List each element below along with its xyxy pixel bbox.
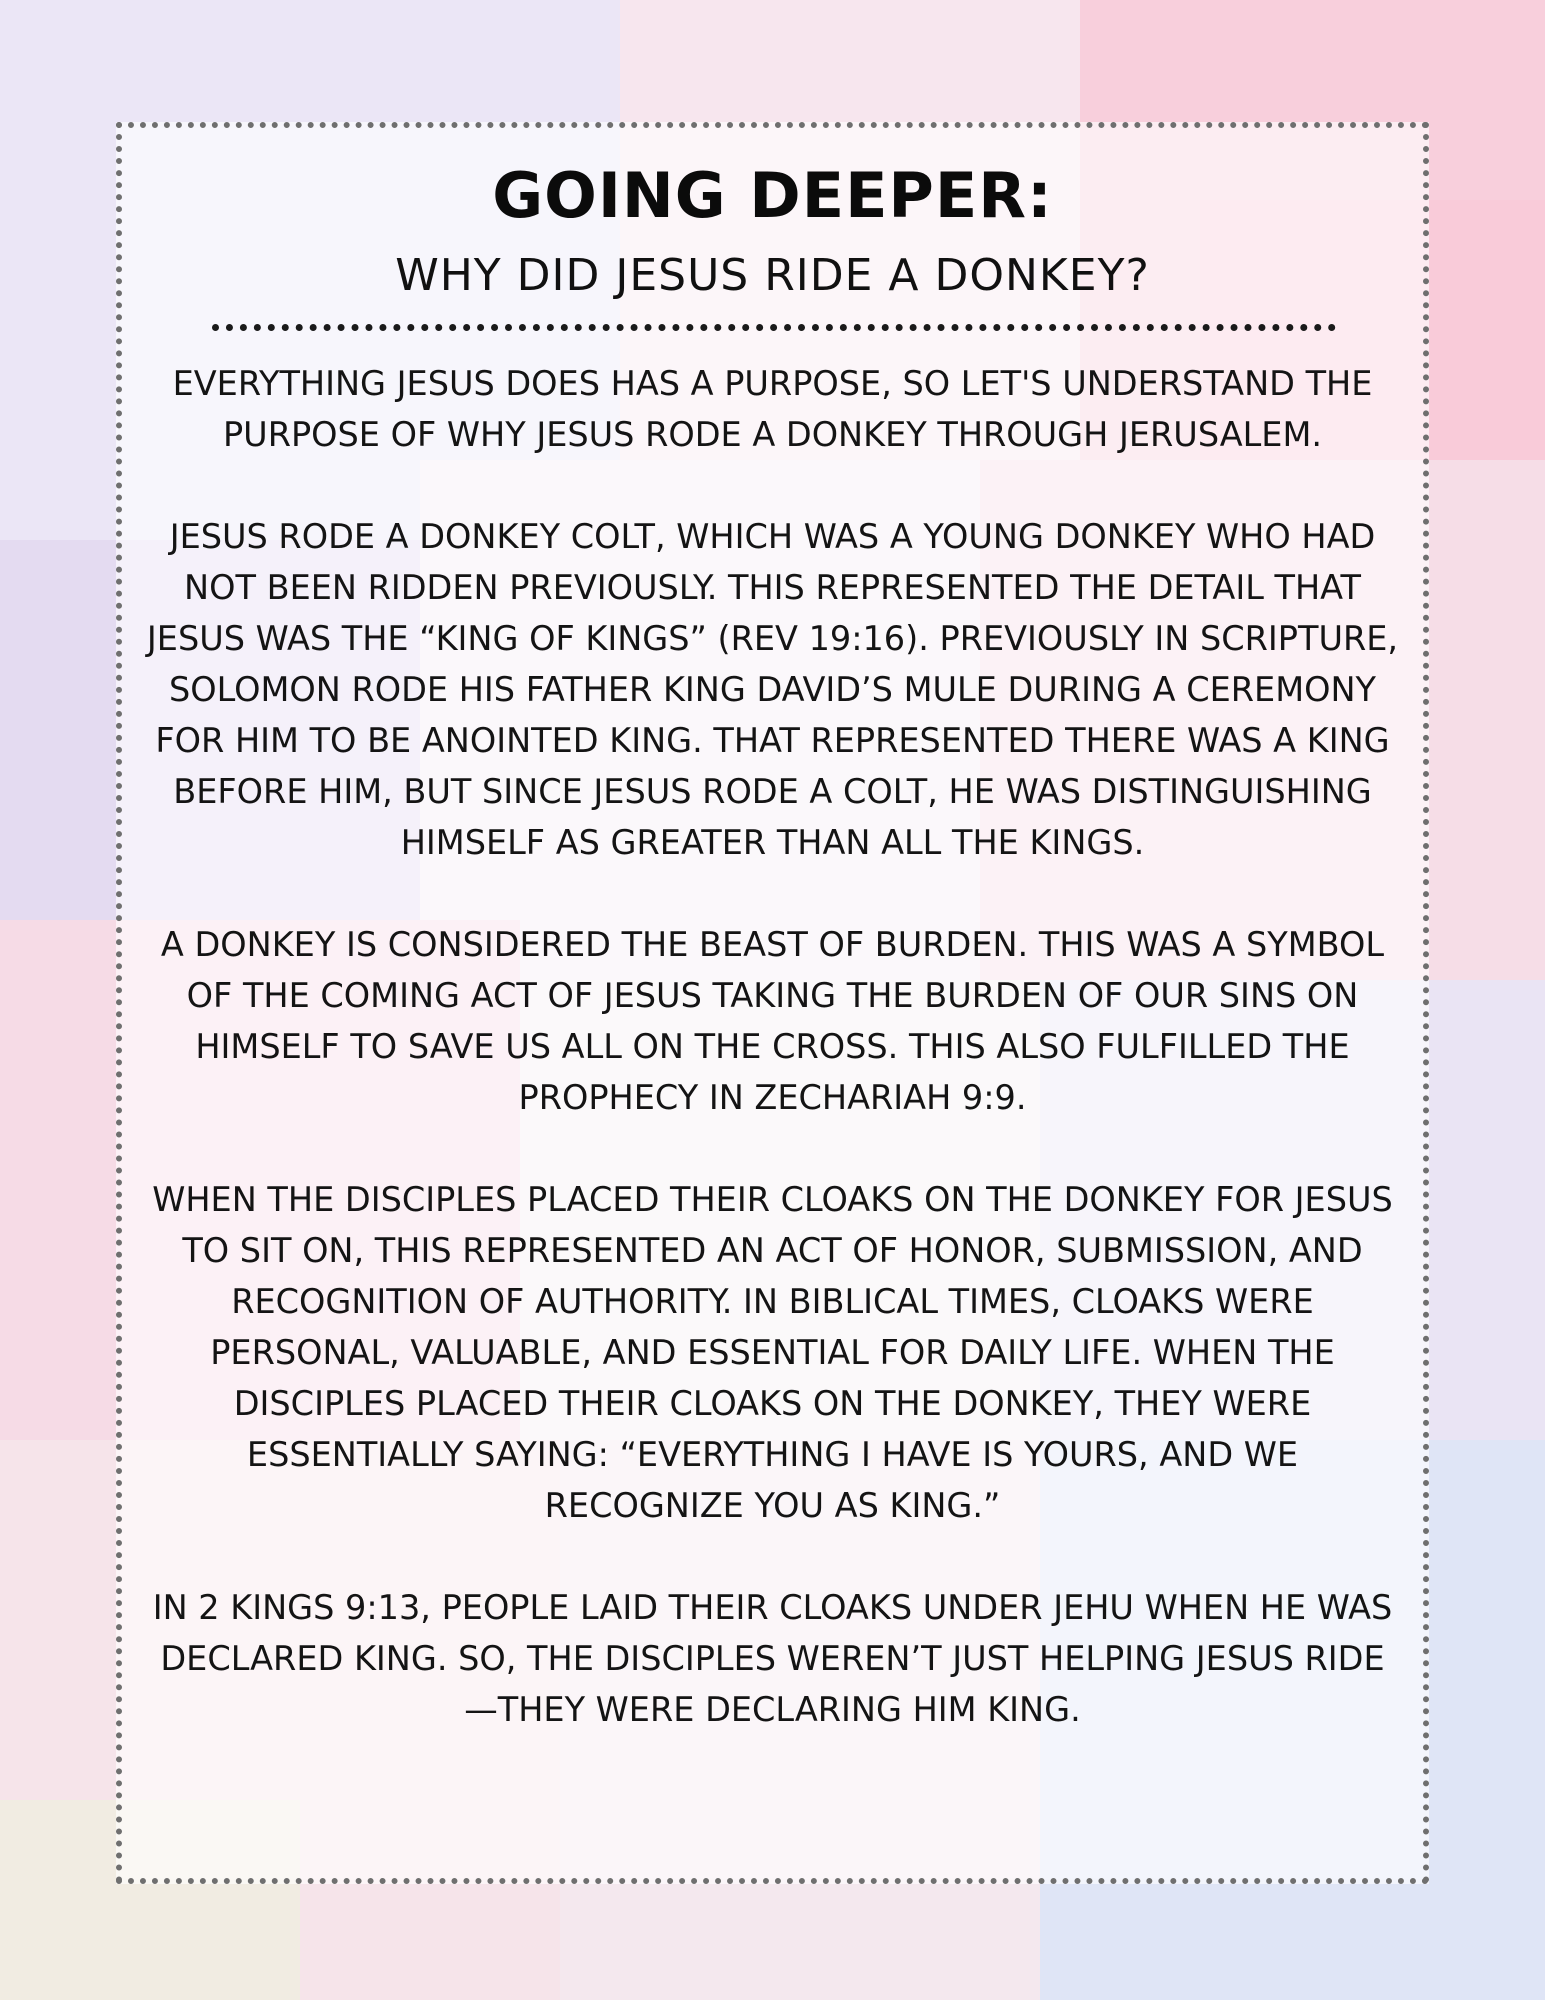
content-card — [116, 122, 1429, 1884]
paragraph-intro: EVERYTHING JESUS DOES HAS A PURPOSE, SO LET'S UNDERSTAND THE PURPOSE OF WHY JESUS RODE A DONKEY THROUGH JERUSALEM. — [172, 364, 1373, 454]
dotted-divider — [212, 324, 1336, 331]
paragraph-cloaks: WHEN THE DISCIPLES PLACED THEIR CLOAKS ON THE DONKEY FOR JESUS TO SIT ON, THIS REPRESENTED AN ACT OF HONOR, SUBMISSION, AND RECOGNITION OF AUTHORITY. IN BIBLICAL TIMES, CLOAKS WERE PERSONAL, VALUABLE, AND ESSENTIAL FOR DAILY LIFE. WHEN THE DISCIPLES PLACED THEIR CLOAKS ON THE DONKEY, THEY WERE ESSENTIALLY SAYING: “EVERYTHING I HAVE IS YOURS, AND WE RECOGNIZE YOU AS KING.” — [152, 1180, 1393, 1525]
paragraph-jehu: IN 2 KINGS 9:13, PEOPLE LAID THEIR CLOAKS UNDER JEHU WHEN HE WAS DECLARED KING. SO, THE DISCIPLES WEREN’T JUST HELPING JESUS RIDE—THEY WERE DECLARING HIM KING. — [152, 1588, 1393, 1729]
paragraph-burden: A DONKEY IS CONSIDERED THE BEAST OF BURDEN. THIS WAS A SYMBOL OF THE COMING ACT OF JESUS TAKING THE BURDEN OF OUR SINS ON HIMSELF TO SAVE US ALL ON THE CROSS. THIS ALSO FULFILLED THE PROPHECY IN ZECHARIAH 9:9. — [160, 925, 1385, 1117]
paragraph-colt: JESUS RODE A DONKEY COLT, WHICH WAS A YOUNG DONKEY WHO HAD NOT BEEN RIDDEN PREVIOUSLY. THIS REPRESENTED THE DETAIL THAT JESUS WAS THE “KING OF KINGS” (REV 19:16). PREVIOUSLY IN SCRIPTURE, SOLOMON RODE HIS FATHER KING DAVID’S MULE DURING A CEREMONY FOR HIM TO BE ANOINTED KING. THAT REPRESENTED THERE WAS A KING BEFORE HIM, BUT SINCE JESUS RODE A COLT, HE WAS DISTINGUISHING HIMSELF AS GREATER THAN ALL THE KINGS. — [146, 517, 1399, 862]
page-title: GOING DEEPER: — [492, 159, 1053, 232]
article-body — [146, 358, 1399, 1786]
page-subtitle: WHY DID JESUS RIDE A DONKEY? — [395, 250, 1150, 301]
